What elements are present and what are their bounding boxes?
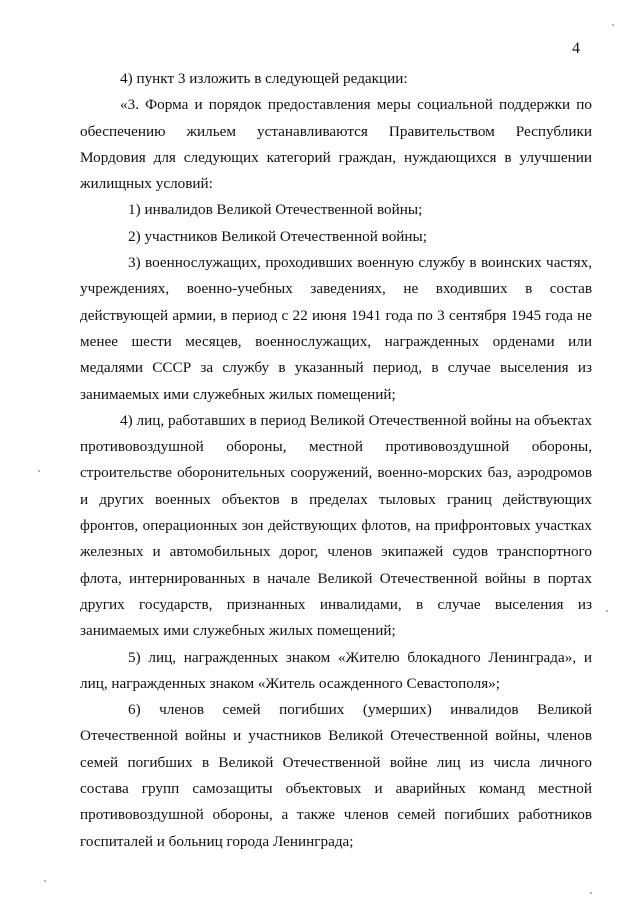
list-item-4: 4) лиц, работавших в период Великой Отечественной войны на объектах противовоздушной обороны, местной противовоздушной обороны, строительстве оборонительных сооружений, военно-морских баз, аэродромов и других военных объектов в пределах тыловых границ действующих фронтов, операционных зон действующих флотов, на прифронтовых участках железных и автомобильных дорог, членов экипажей судов транспортного флота, интернированных в начале Великой Отечественной войны в портах других государств, признанных инвалидами, в случае выселения из занимаемых ими служебных жилых помещений; (80, 411, 592, 640)
scan-speck (38, 470, 40, 472)
list-item-3: 3) военнослужащих, проходивших военную службу в воинских частях, учреждениях, военно-учебных заведениях, не входивших в состав действующей армии, в период с 22 июня 1941 года по 3 сентября 1945 года не менее шести месяцев, военнослужащих, награжденных орденами или медалями СССР за службу в указанный период, в случае выселения из занимаемых ими служебных жилых помещений; (80, 254, 592, 403)
list-item-5: 5) лиц, награжденных знаком «Жителю блокадного Ленинграда», и лиц, награжденных знаком «Житель осажденного Севастополя»; (80, 648, 592, 692)
scan-speck (590, 892, 592, 894)
scan-speck (44, 880, 46, 882)
page-number: 4 (572, 40, 580, 57)
list-item-2: 2) участников Великой Отечественной войны; (128, 227, 427, 245)
paragraph-item-3-intro: «3. Форма и порядок предоставления меры социальной поддержки по обеспечению жильем устанавливаются Правительством Республики Мордовия для следующих категорий граждан, нуждающихся в улучшении жилищных условий: (80, 96, 592, 193)
scan-speck (606, 610, 608, 612)
list-item-6: 6) членов семей погибших (умерших) инвалидов Великой Отечественной войны и участников Великой Отечественной войны, членов семей погибших в Великой Отечественной войне лиц из числа личного состава групп самозащиты объектовых и аварийных команд местной противовоздушной обороны, а также членов семей погибших работников госпиталей и больниц города Ленинграда; (80, 701, 592, 850)
list-item-1: 1) инвалидов Великой Отечественной войны; (128, 201, 423, 219)
paragraph-instruction: 4) пункт 3 изложить в следующей редакции: (120, 70, 408, 87)
scan-speck (612, 24, 614, 26)
document-body (80, 66, 592, 855)
